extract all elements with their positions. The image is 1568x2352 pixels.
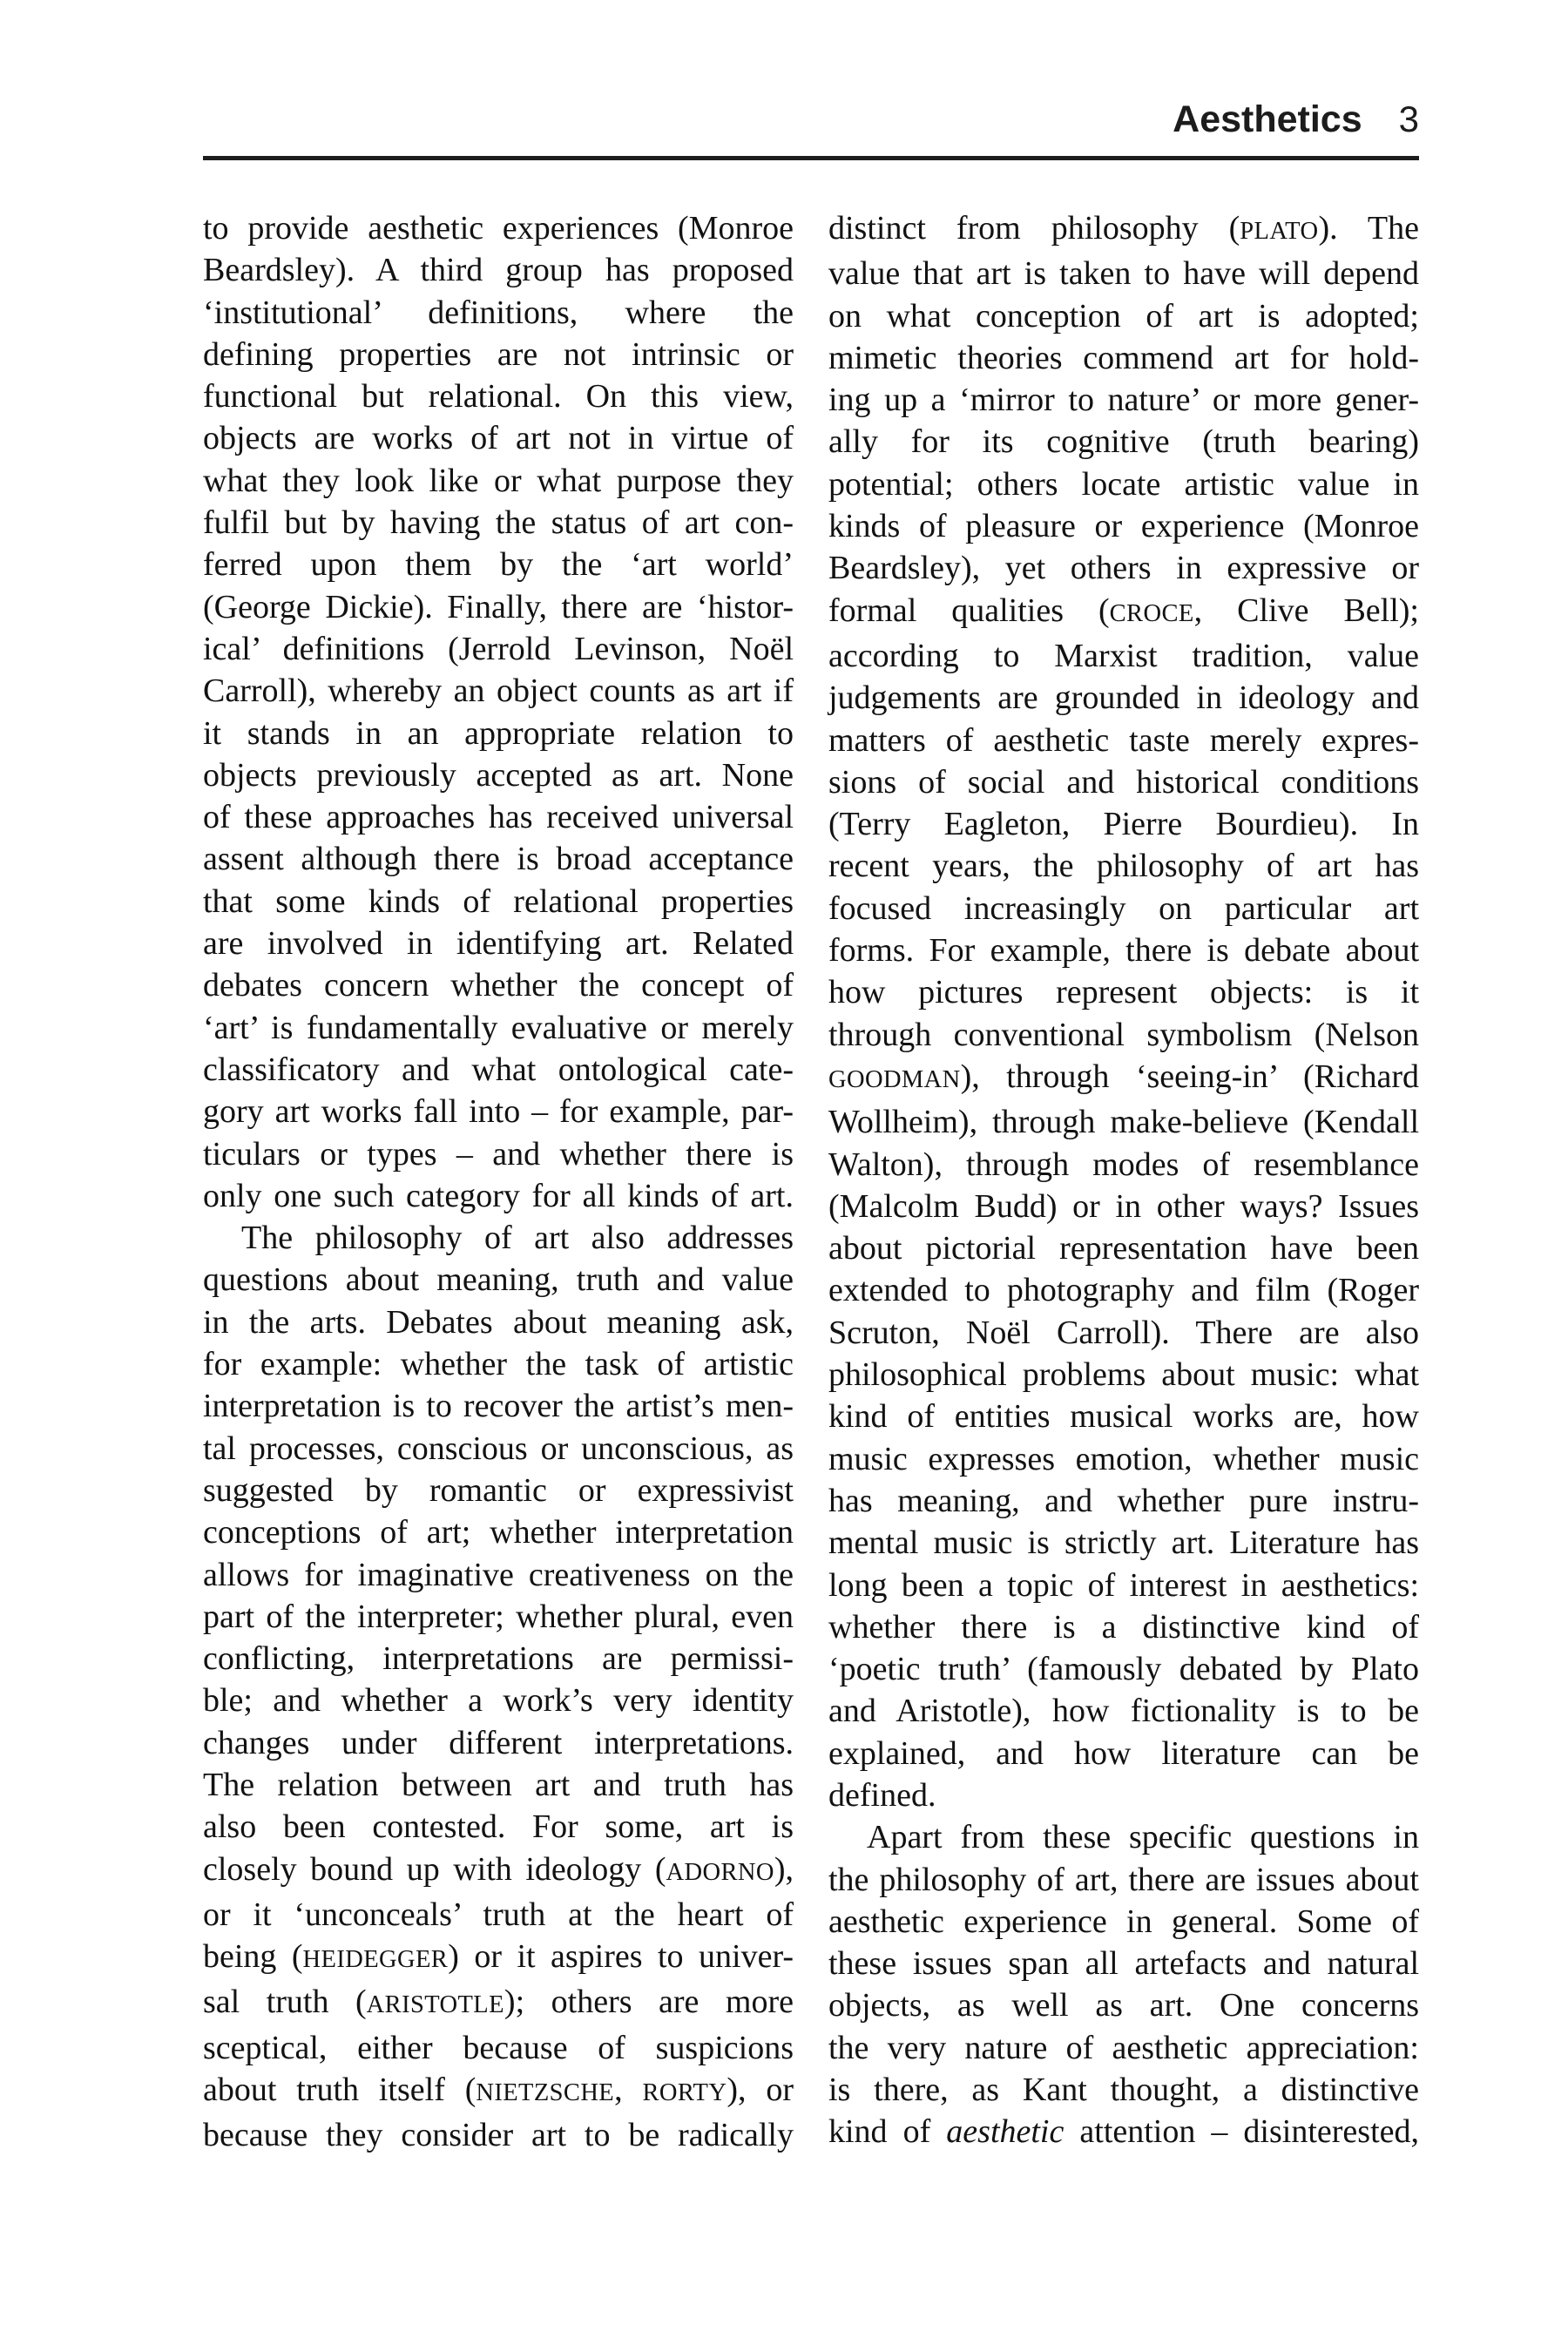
text-line: part of the interpreter; whether plural, even: [203, 1598, 794, 1635]
text-line: that some kinds of relational properties: [203, 882, 794, 920]
text-line: about pictorial representation have been: [828, 1230, 1419, 1267]
text-line: philosophical problems about music: what: [828, 1356, 1419, 1394]
text-line: aesthetic experience in general. Some of: [828, 1903, 1419, 1940]
text-line: sceptical, either because of suspicions: [203, 2029, 794, 2066]
text-line: ical’ definitions (Jerrold Levinson, Noël: [203, 630, 794, 667]
text-line: ‘art’ is fundamentally evaluative or merely: [203, 1009, 794, 1046]
text-line: conflicting, interpretations are permissi-: [203, 1640, 794, 1678]
text-line: whether there is a distinctive kind of: [828, 1608, 1419, 1646]
text-line: how pictures represent objects: is it: [828, 974, 1419, 1011]
text-line: ally for its cognitive (truth bearing): [828, 423, 1419, 461]
text-line: kind of aesthetic attention – disinterested,: [828, 2113, 1419, 2151]
text-line: Apart from these specific questions in: [867, 1819, 1419, 1856]
text-line: or it ‘unconceals’ truth at the heart of: [203, 1896, 794, 1933]
text-line: potential; others locate artistic value in: [828, 465, 1419, 503]
text-line: the philosophy of art, there are issues about: [828, 1861, 1419, 1898]
text-line: tal processes, conscious or unconscious, as: [203, 1429, 794, 1467]
text-line: closely bound up with ideology (ADORNO),: [203, 1850, 794, 1888]
text-line: questions about meaning, truth and value: [203, 1261, 794, 1299]
text-line: only one such category for all kinds of art.: [203, 1177, 794, 1214]
header-rule: [203, 156, 1419, 160]
text-line: according to Marxist tradition, value: [828, 637, 1419, 674]
text-line: kind of entities musical works are, how: [828, 1398, 1419, 1436]
text-line: objects are works of art not in virtue of: [203, 420, 794, 457]
text-line: The philosophy of art also addresses: [241, 1220, 794, 1257]
page-title: Aesthetics: [1173, 98, 1362, 140]
text-line: it stands in an appropriate relation to: [203, 714, 794, 752]
text-line: GOODMAN), through ‘seeing-in’ (Richard: [828, 1058, 1419, 1095]
text-line: Wollheim), through make-believe (Kendall: [828, 1104, 1419, 1141]
text-line: (Terry Eagleton, Pierre Bourdieu). In: [828, 806, 1419, 843]
text-line: kinds of pleasure or experience (Monroe: [828, 508, 1419, 545]
text-line: formal qualities (CROCE, Clive Bell);: [828, 591, 1419, 629]
text-line: judgements are grounded in ideology and: [828, 679, 1419, 717]
text-line: The relation between art and truth has: [203, 1766, 794, 1803]
text-line: allows for imaginative creativeness on the: [203, 1556, 794, 1593]
text-line: through conventional symbolism (Nelson: [828, 1016, 1419, 1053]
text-line: sions of social and historical conditions: [828, 763, 1419, 801]
text-line: interpretation is to recover the artist’s men-: [203, 1388, 794, 1425]
text-line: ‘institutional’ definitions, where the: [203, 294, 794, 331]
text-line: distinct from philosophy (PLATO). The: [828, 210, 1420, 247]
text-line: about truth itself (NIETZSCHE, RORTY), or: [203, 2072, 794, 2109]
text-line: because they consider art to be radically: [203, 2117, 794, 2154]
text-line: (George Dickie). Finally, there are ‘histor-: [203, 588, 794, 625]
text-line: and Aristotle), how fictionality is to be: [828, 1693, 1419, 1730]
text-line: objects previously accepted as art. None: [203, 756, 794, 794]
text-line: for example: whether the task of artistic: [203, 1346, 794, 1383]
text-line: forms. For example, there is debate about: [828, 932, 1419, 970]
text-line: sal truth (ARISTOTLE); others are more: [203, 1984, 794, 2021]
text-line: suggested by romantic or expressivist: [203, 1471, 794, 1509]
text-line: recent years, the philosophy of art has: [828, 848, 1419, 885]
left-column: [203, 207, 794, 2157]
text-line: being (HEIDEGGER) or it aspires to univer-: [203, 1938, 794, 1976]
page-number: 3: [1398, 98, 1419, 139]
text-line: on what conception of art is adopted;: [828, 297, 1419, 335]
text-line: Carroll), whereby an object counts as art if: [203, 672, 794, 710]
text-line: of these approaches has received universal: [203, 799, 794, 836]
text-line: (Malcolm Budd) or in other ways? Issues: [828, 1187, 1419, 1225]
text-line: Scruton, Noël Carroll). There are also: [828, 1314, 1419, 1351]
text-line: what they look like or what purpose they: [203, 462, 794, 499]
text-line: extended to photography and film (Roger: [828, 1272, 1419, 1309]
running-head: [203, 98, 1419, 140]
text-line: to provide aesthetic experiences (Monroe: [203, 210, 794, 247]
text-line: value that art is taken to have will depend: [828, 255, 1419, 293]
text-line: mental music is strictly art. Literature has: [828, 1524, 1419, 1562]
text-line: objects, as well as art. One concerns: [828, 1987, 1419, 2024]
text-line: matters of aesthetic taste merely expres-: [828, 721, 1419, 759]
text-line: ticulars or types – and whether there is: [203, 1135, 794, 1173]
text-line: explained, and how literature can be: [828, 1734, 1419, 1772]
text-line: functional but relational. On this view,: [203, 378, 794, 416]
text-line: has meaning, and whether pure instru-: [828, 1482, 1419, 1519]
text-line: ing up a ‘mirror to nature’ or more gener-: [828, 382, 1419, 419]
text-line: assent although there is broad acceptance: [203, 841, 794, 878]
text-columns: [203, 207, 1419, 2157]
text-line: Beardsley), yet others in expressive or: [828, 550, 1419, 587]
text-line: fulfil but by having the status of art con-: [203, 504, 794, 542]
text-line: gory art works fall into – for example, par-: [203, 1093, 794, 1131]
text-line: ferred upon them by the ‘art world’: [203, 546, 794, 584]
text-line: conceptions of art; whether interpretation: [203, 1514, 794, 1551]
text-line: the very nature of aesthetic appreciation:: [828, 2029, 1419, 2066]
text-line: debates concern whether the concept of: [203, 967, 794, 1004]
text-line: focused increasingly on particular art: [828, 889, 1419, 927]
text-line: ble; and whether a work’s very identity: [203, 1682, 794, 1720]
text-line: Beardsley). A third group has proposed: [203, 252, 794, 289]
text-line: also been contested. For some, art is: [203, 1808, 794, 1846]
text-line: these issues span all artefacts and natural: [828, 1945, 1419, 1983]
text-line: in the arts. Debates about meaning ask,: [203, 1303, 794, 1341]
text-line: is there, as Kant thought, a distinctive: [828, 2072, 1419, 2109]
text-line: changes under different interpretations.: [203, 1724, 794, 1761]
text-line: long been a topic of interest in aesthetics:: [828, 1566, 1419, 1604]
text-line: are involved in identifying art. Related: [203, 925, 794, 963]
text-line: defined.: [828, 1776, 936, 1814]
right-column: [828, 207, 1419, 2157]
text-line: classificatory and what ontological cate-: [203, 1051, 794, 1088]
text-line: mimetic theories commend art for hold-: [828, 339, 1419, 376]
text-line: Walton), through modes of resemblance: [828, 1146, 1419, 1183]
text-line: defining properties are not intrinsic or: [203, 335, 794, 373]
text-line: music expresses emotion, whether music: [828, 1440, 1419, 1477]
text-line: ‘poetic truth’ (famously debated by Plato: [828, 1651, 1419, 1688]
